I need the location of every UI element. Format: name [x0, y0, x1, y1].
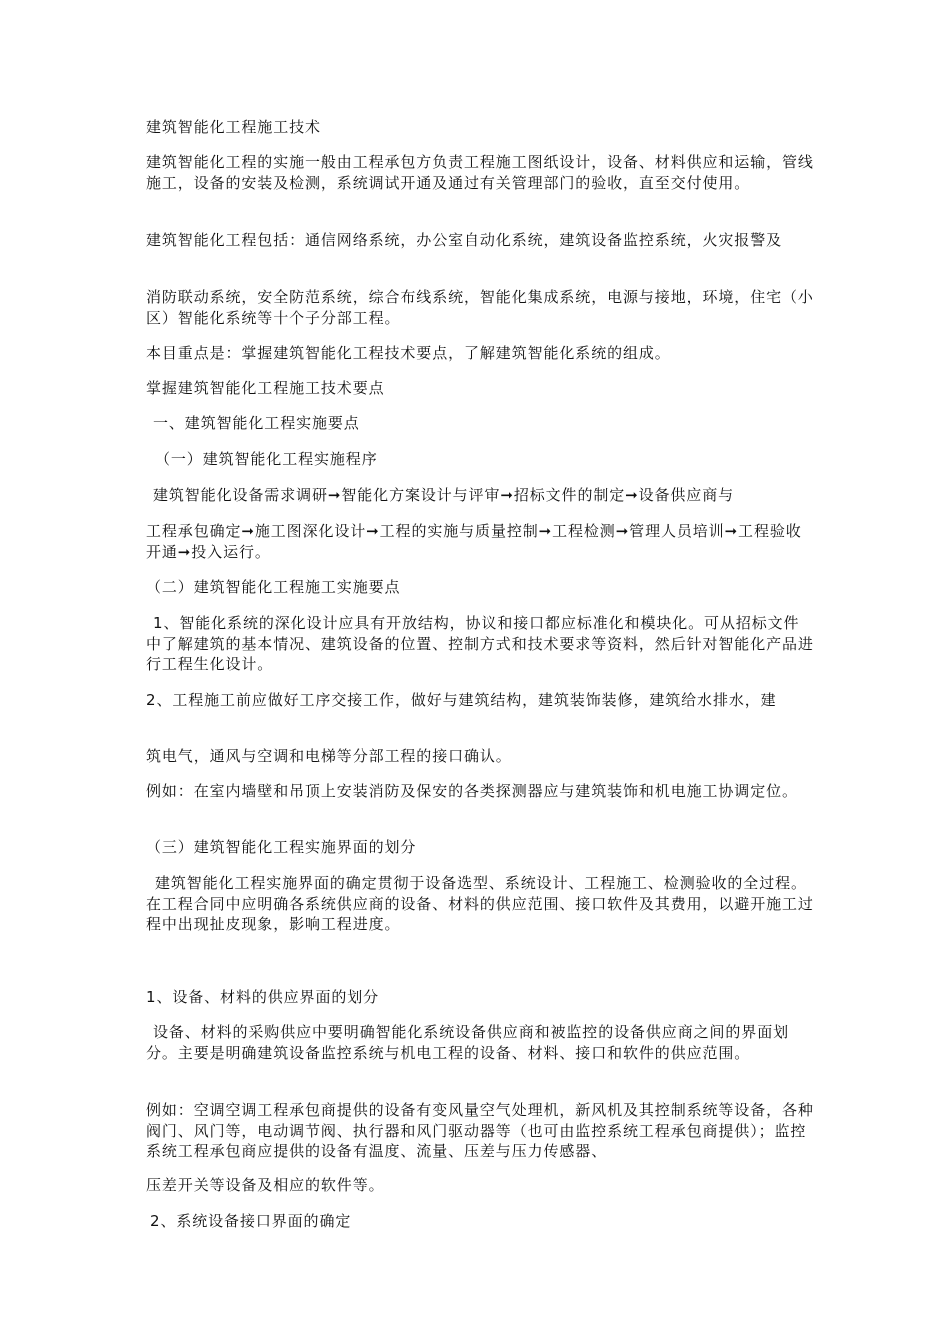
paragraph-5: 掌握建筑智能化工程施工技术要点 — [146, 379, 385, 397]
heading-item-2: 2、系统设备接口界面的确定 — [150, 1212, 352, 1230]
heading-item-1: 1、设备、材料的供应界面的划分 — [146, 988, 380, 1006]
paragraph-3: 消防联动系统，安全防范系统，综合布线系统，智能化集成系统，电源与接地，环境，住宅（小区）智能化系统等十个子分部工程。 — [146, 288, 814, 327]
document-title: 建筑智能化工程施工技术 — [146, 118, 321, 136]
paragraph-12: 建筑智能化工程实施界面的确定贯彻于设备选型、系统设计、工程施工、检测验收的全过程。在工程合同中应明确各系统供应商的设备、材料的供应范围、接口软件及其费用，以避开施工过程中出现扯皮现象，影响工程进度。 — [146, 874, 814, 933]
paragraph-7: 工程承包确定➞施工图深化设计➞工程的实施与质量控制➞工程检测➞管理人员培训➞工程验收开通➞投入运行。 — [146, 522, 802, 561]
heading-subsection-3: （三）建筑智能化工程实施界面的划分 — [146, 838, 417, 856]
paragraph-11: 例如：在室内墙壁和吊顶上安装消防及保安的各类探测器应与建筑装饰和机电施工协调定位。 — [146, 782, 798, 800]
paragraph-8: 1、智能化系统的深化设计应具有开放结构，协议和接口都应标准化和模块化。可从招标文件中了解建筑的基本情况、建筑设备的位置、控制方式和技术要求等资料，然后针对智能化产品进行工程生化设计。 — [146, 614, 814, 673]
paragraph-13: 设备、材料的采购供应中要明确智能化系统设备供应商和被监控的设备供应商之间的界面划分。主要是明确建筑设备监控系统与机电工程的设备、材料、接口和软件的供应范围。 — [146, 1023, 790, 1062]
paragraph-15: 压差开关等设备及相应的软件等。 — [146, 1176, 385, 1194]
paragraph-6: 建筑智能化设备需求调研➞智能化方案设计与评审➞招标文件的制定➞设备供应商与 — [153, 486, 735, 504]
paragraph-14: 例如：空调空调工程承包商提供的设备有变风量空气处理机，新风机及其控制系统等设备，各种阀门、风门等，电动调节阀、执行器和风门驱动器等（也可由监控系统工程承包商提供）；监控系统工程承包商应提供的设备有温度、流量、压差与压力传感器、 — [146, 1101, 814, 1160]
paragraph-2: 建筑智能化工程包括：通信网络系统，办公室自动化系统，建筑设备监控系统，火灾报警及 — [146, 231, 783, 249]
heading-subsection-2: （二）建筑智能化工程施工实施要点 — [146, 578, 401, 596]
paragraph-9: 2、工程施工前应做好工序交接工作，做好与建筑结构，建筑装饰装修，建筑给水排水，建 — [146, 691, 777, 709]
heading-section-1: 一、建筑智能化工程实施要点 — [153, 414, 360, 432]
heading-subsection-1: （一）建筑智能化工程实施程序 — [155, 450, 378, 468]
paragraph-4: 本目重点是：掌握建筑智能化工程技术要点，了解建筑智能化系统的组成。 — [146, 344, 671, 362]
paragraph-1: 建筑智能化工程的实施一般由工程承包方负责工程施工图纸设计，设备、材料供应和运输，管线施工，设备的安装及检测，系统调试开通及通过有关管理部门的验收，直至交付使用。 — [146, 153, 814, 192]
paragraph-10: 筑电气，通风与空调和电梯等分部工程的接口确认。 — [146, 747, 512, 765]
